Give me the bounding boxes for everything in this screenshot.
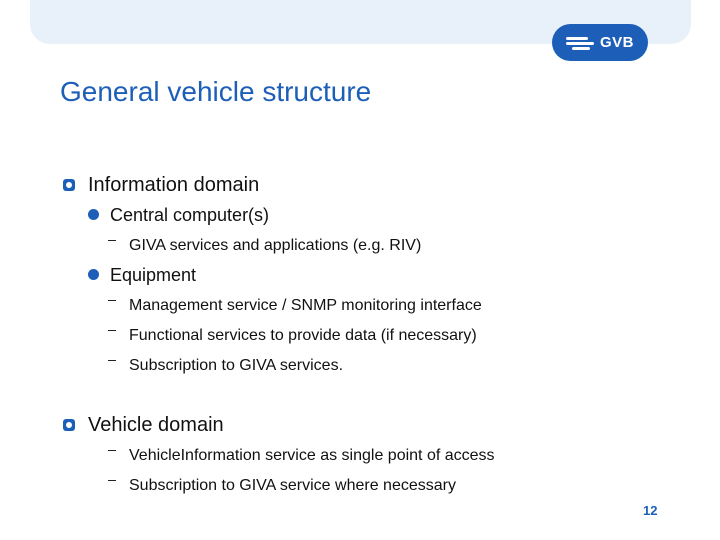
bullet-functional-services: Functional services to provide data (if necessary) xyxy=(129,327,477,344)
square-bullet-icon xyxy=(63,179,75,191)
dash-bullet-icon xyxy=(108,480,116,481)
round-bullet-icon xyxy=(88,209,99,220)
bullet-info-domain: Information domain xyxy=(88,174,260,196)
page-number: 12 xyxy=(643,503,658,518)
dash-bullet-icon xyxy=(108,360,116,361)
dash-bullet-icon xyxy=(108,300,116,301)
dash-bullet-icon xyxy=(108,450,116,451)
square-bullet-icon xyxy=(63,419,75,431)
dash-bullet-icon xyxy=(108,330,116,331)
bullet-management-service: Management service / SNMP monitoring interface xyxy=(129,297,482,314)
bullet-subscription-vehicle: Subscription to GIVA service where necessary xyxy=(129,477,456,494)
logo-text: GVB xyxy=(599,34,634,51)
gvb-logo xyxy=(552,24,648,61)
bullet-giva-services: GIVA services and applications (e.g. RIV) xyxy=(129,237,422,254)
bullet-vehicle-information: VehicleInformation service as single point of access xyxy=(129,447,495,464)
slide-title: General vehicle structure xyxy=(60,76,372,107)
logo-waves-icon xyxy=(566,36,594,50)
bullet-subscription-giva: Subscription to GIVA services. xyxy=(129,357,344,374)
dash-bullet-icon xyxy=(108,240,116,241)
bullet-equipment: Equipment xyxy=(110,265,197,285)
bullet-vehicle-domain: Vehicle domain xyxy=(88,414,224,436)
round-bullet-icon xyxy=(88,269,99,280)
bullet-central-computer: Central computer(s) xyxy=(110,205,270,225)
